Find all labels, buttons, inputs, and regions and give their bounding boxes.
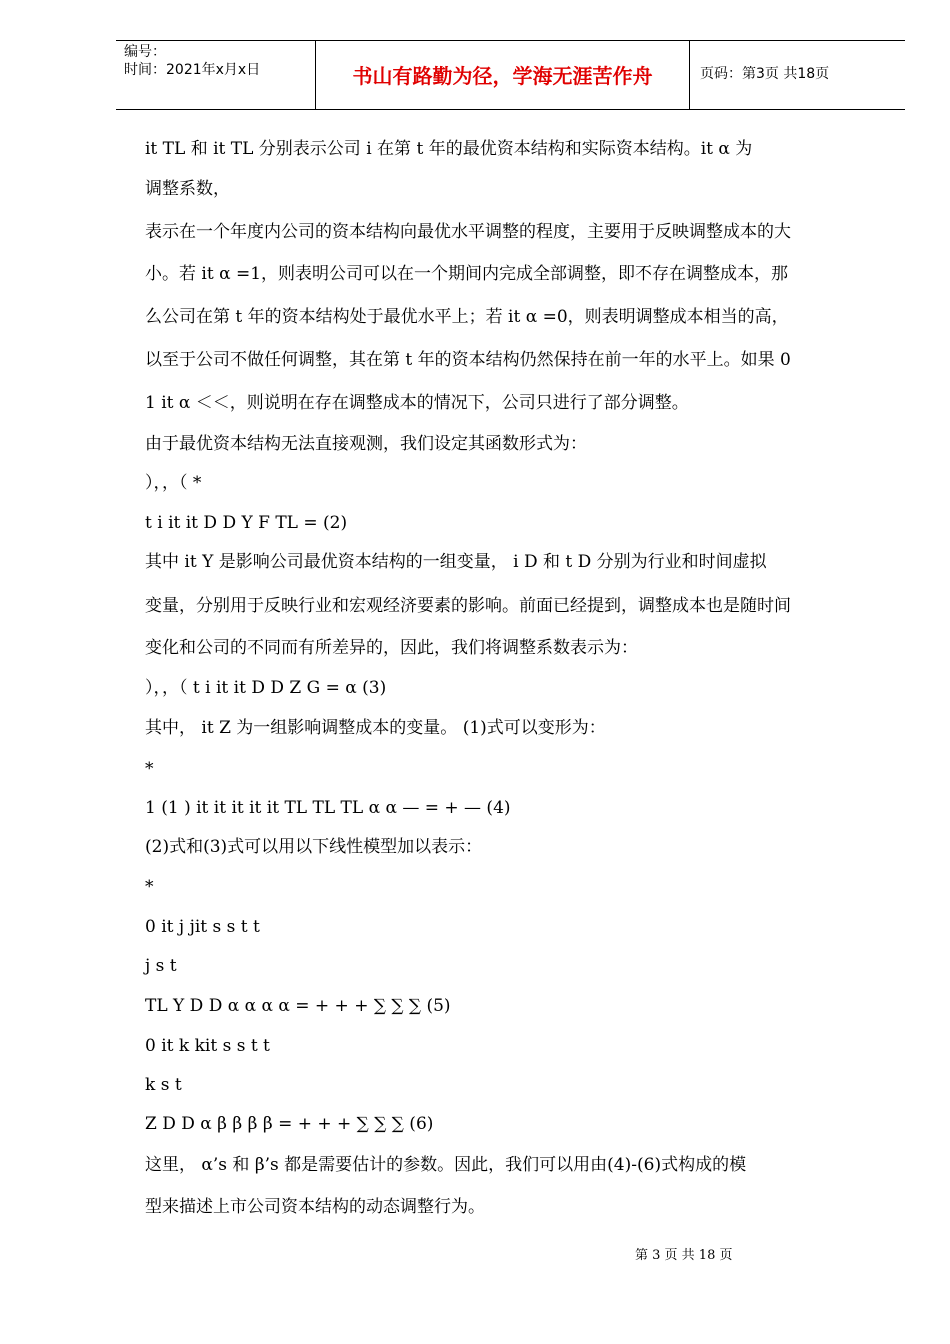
body-line: 这里， α’s 和 β’s 都是需要估计的参数。因此，我们可以用由(4)-(6)式构成的模 — [145, 1155, 747, 1175]
formula-line: * — [145, 759, 154, 779]
body-line: 小。若 it α =1，则表明公司可以在一个期间内完成全部调整，即不存在调整成本，那 — [145, 264, 789, 284]
header-motto-cell — [316, 41, 690, 109]
body-line: 调整系数， — [145, 179, 230, 199]
body-line: (2)式和(3)式可以用以下线性模型加以表示： — [145, 837, 483, 857]
body-line: 变化和公司的不同而有所差异的，因此，我们将调整系数表示为： — [145, 638, 638, 658]
formula-line: j s t — [145, 956, 177, 976]
formula-line: k s t — [145, 1075, 182, 1095]
formula-line: ），，（ * — [145, 473, 202, 493]
body-line: 型来描述上市公司资本结构的动态调整行为。 — [145, 1197, 485, 1217]
formula-line: * — [145, 877, 154, 897]
header-motto: 书山有路勤为径，学海无涯苦作舟 — [352, 64, 653, 88]
document-number-label: 编号： — [124, 44, 166, 60]
formula-line: TL Y D D α α α α = + + + ∑ ∑ ∑ (5) — [145, 996, 451, 1016]
formula-line: 0 it j jit s s t t — [145, 917, 260, 937]
body-line: it TL 和 it TL 分别表示公司 i 在第 t 年的最优资本结构和实际资本结构。it α 为 — [145, 139, 753, 159]
formula-line: t i it it D D Y F TL = (2) — [145, 513, 348, 533]
body-line: 1 it α ＜＜，则说明在存在调整成本的情况下，公司只进行了部分调整。 — [145, 393, 689, 413]
page-footer-number: 第 3 页 共 18 页 — [635, 1248, 733, 1263]
header-meta-cell — [116, 41, 316, 109]
header-page-number: 页码：第3页 共18页 — [700, 66, 830, 82]
body-line: 由于最优资本结构无法直接观测，我们设定其函数形式为： — [145, 434, 587, 454]
page-header — [116, 40, 905, 110]
body-line: 其中 it Y 是影响公司最优资本结构的一组变量， i D 和 t D 分别为行业和时间虚拟 — [145, 552, 767, 572]
formula-line: Z D D α β β β β = + + + ∑ ∑ ∑ (6) — [145, 1114, 434, 1134]
document-time-label: 时间：2021年x月x日 — [124, 62, 261, 78]
body-line: 以至于公司不做任何调整，其在第 t 年的资本结构仍然保持在前一年的水平上。如果 0 — [145, 350, 791, 370]
body-line: 变量，分别用于反映行业和宏观经济要素的影响。前面已经提到，调整成本也是随时间 — [145, 596, 791, 616]
body-line: 表示在一个年度内公司的资本结构向最优水平调整的程度，主要用于反映调整成本的大 — [145, 222, 791, 242]
formula-line: 0 it k kit s s t t — [145, 1036, 270, 1056]
body-line: 么公司在第 t 年的资本结构处于最优水平上；若 it α =0，则表明调整成本相当的高， — [145, 307, 789, 327]
header-page-cell — [690, 41, 905, 109]
formula-line: 1 (1 ) it it it it it TL TL TL α α — = + — (4) — [145, 798, 511, 818]
body-line: 其中， it Z 为一组影响调整成本的变量。 (1)式可以变形为： — [145, 718, 606, 738]
formula-line: ），，（ t i it it D D Z G = α (3) — [145, 678, 387, 698]
